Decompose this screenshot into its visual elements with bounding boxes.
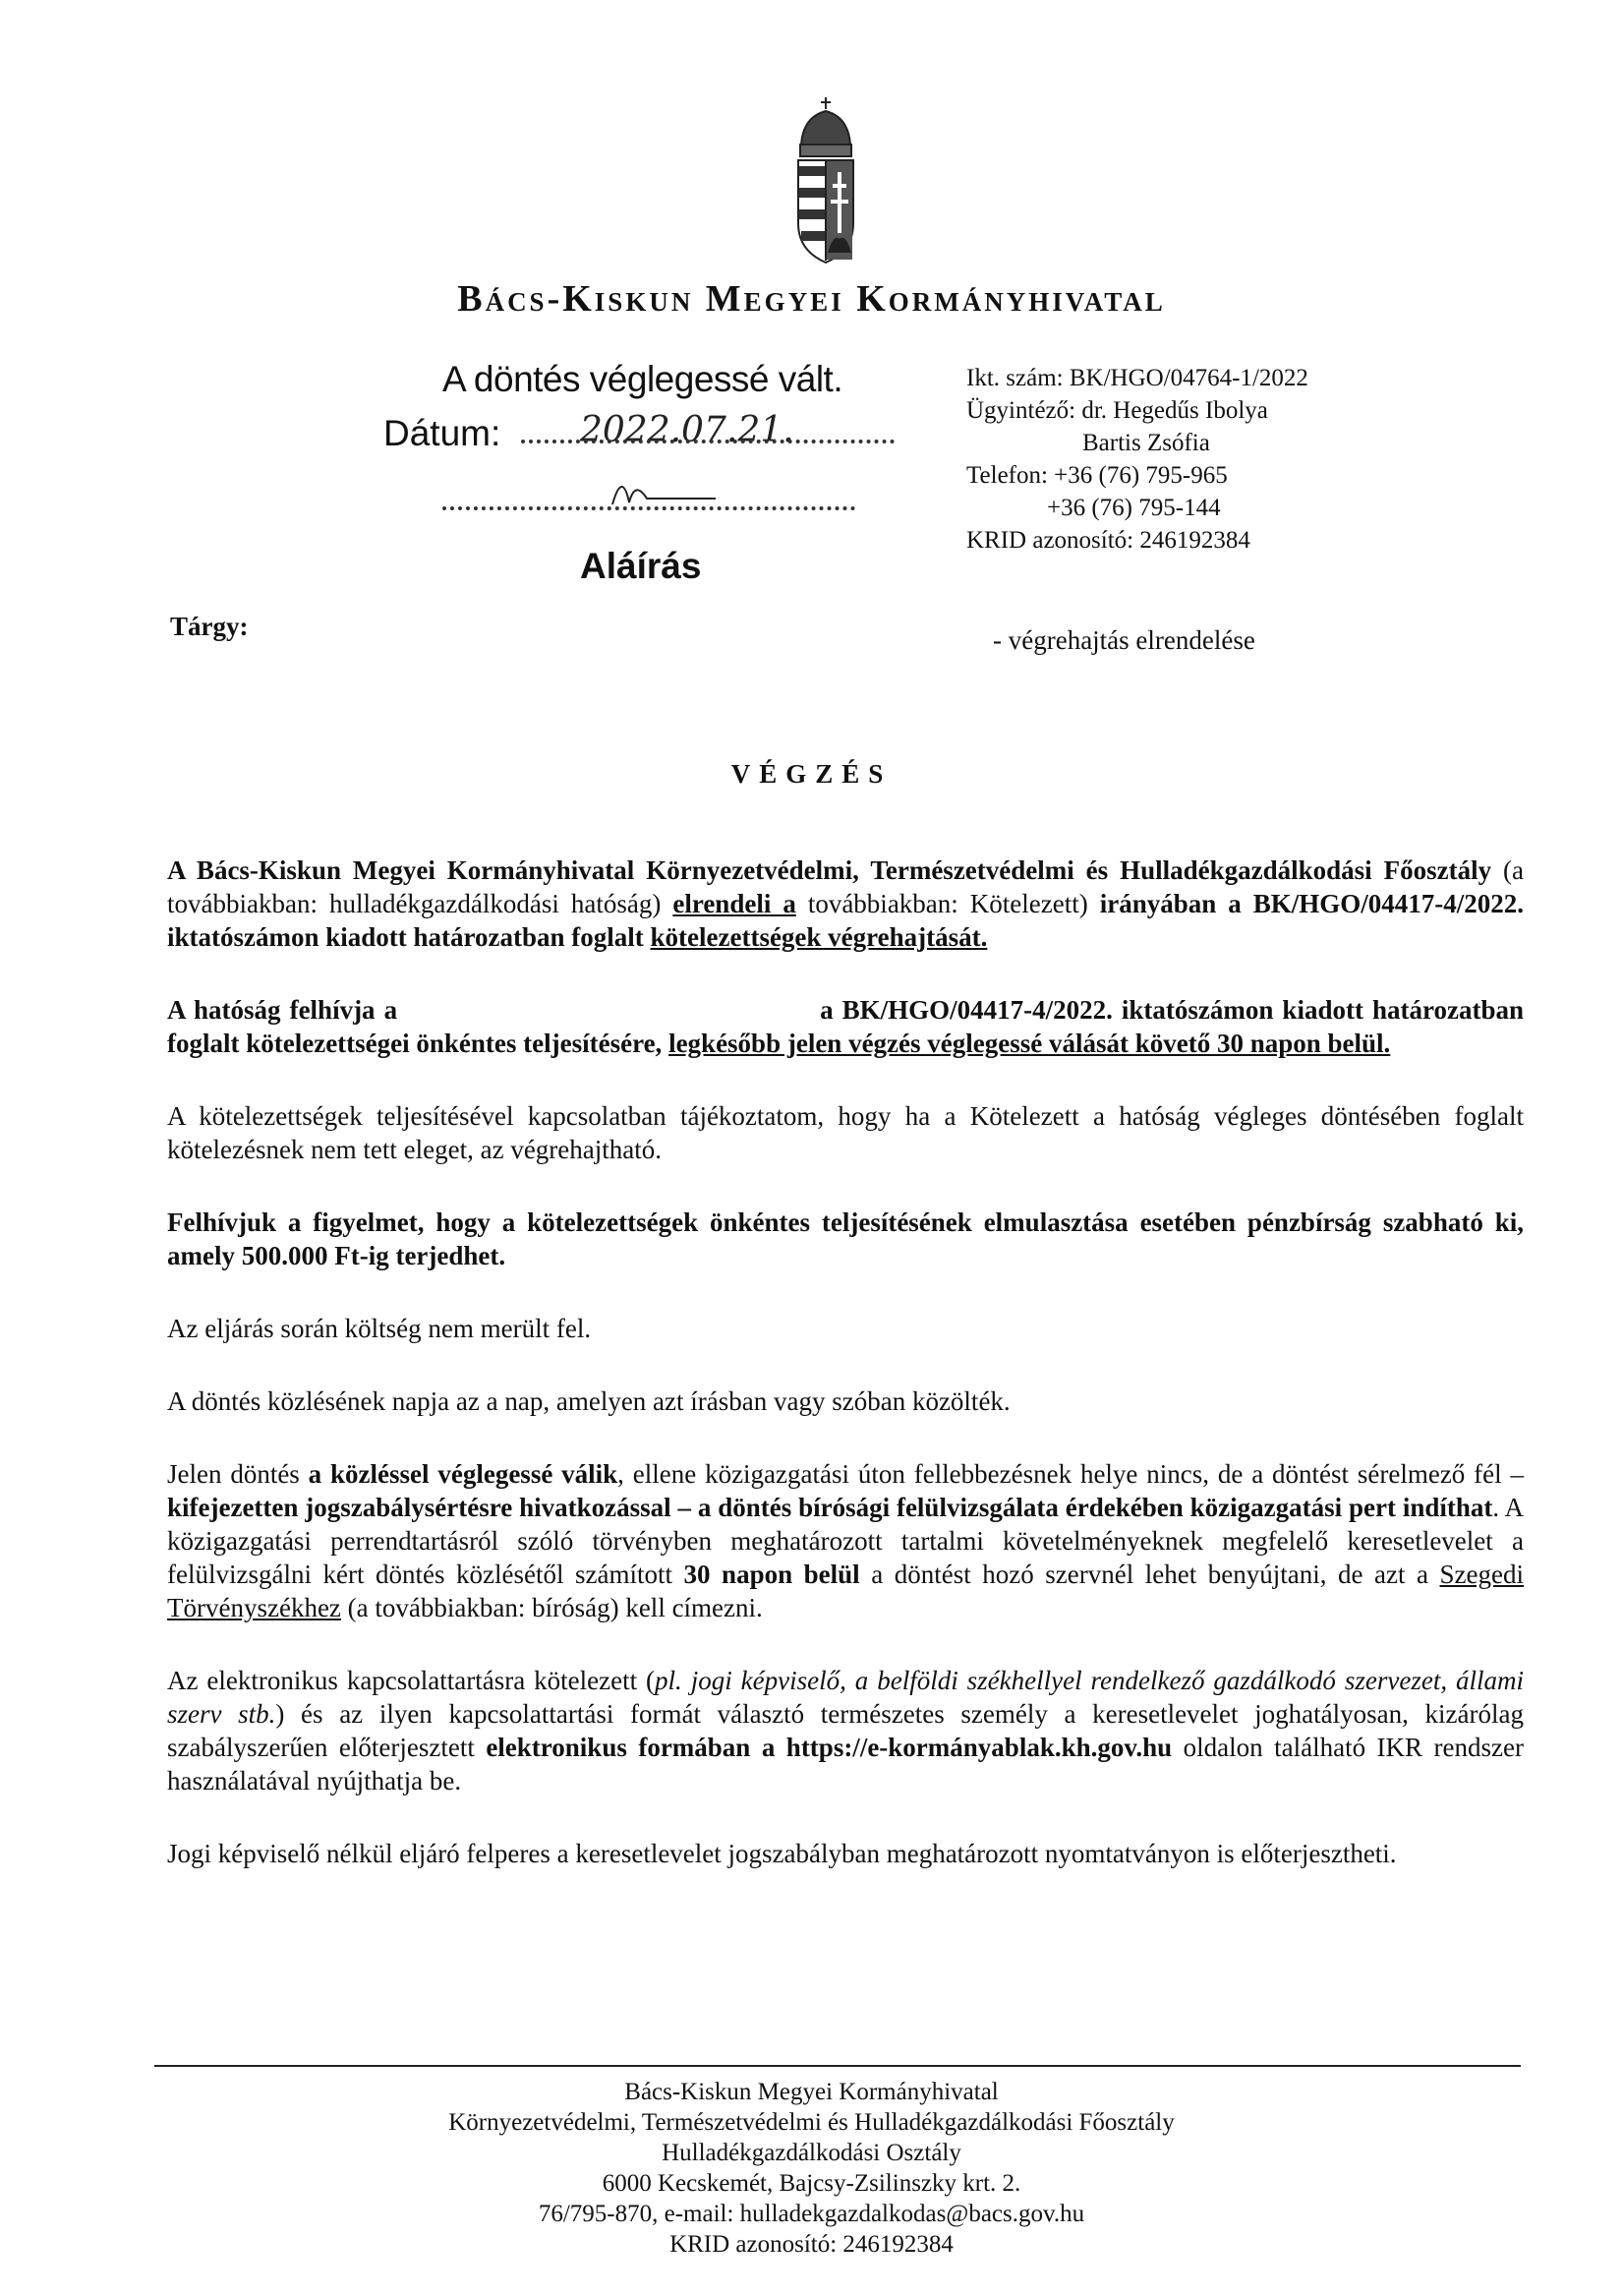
phone-secondary: +36 (76) 795-144 <box>1047 495 1221 521</box>
remedy-text-6: 30 napon belül <box>683 1560 860 1589</box>
phone-primary: Telefon: +36 (76) 795-965 <box>966 462 1228 489</box>
order-text-2: továbbiakban: Kötelezett) <box>795 889 1100 918</box>
remedy-text-8: (a továbbiakban: bíróság) kell címezni. <box>340 1593 763 1622</box>
document-title: VÉGZÉS <box>730 759 893 789</box>
paragraph-order <box>167 854 1524 954</box>
stamp-date-label: Dátum: <box>383 413 501 453</box>
subject-label: Tárgy: <box>170 612 249 641</box>
remedy-text-4: kifejezetten jogszabálysértésre hivatkozással – a döntés bírósági felülvizsgálata érdekében közigazgatási pert indíthat <box>167 1493 1493 1522</box>
order-verb: elrendeli a <box>672 889 796 918</box>
fine-warning-text: Felhívjuk a figyelmet, hogy a kötelezettségek önkéntes teljesítésének elmulasztása esetében pénzbírság szabható ki, amely 500.000 Ft-ig terjedhet. <box>167 1207 1524 1270</box>
electronic-text-1: Az elektronikus kapcsolattartásra kötelezett ( <box>167 1666 656 1695</box>
remedy-text-7: a döntést hozó szervnél lehet benyújtani, de azt a <box>859 1560 1440 1589</box>
request-deadline: legkésőbb jelen végzés véglegessé válását követő 30 napon belül. <box>668 1029 1391 1058</box>
stamp-signature-dots <box>442 506 855 510</box>
footer-line-6: KRID azonosító: 246192384 <box>669 2231 954 2258</box>
order-subject: kötelezettségek végrehajtását. <box>650 922 988 952</box>
stamp-date-dots <box>521 440 895 443</box>
footer-divider <box>154 2065 1521 2067</box>
paragraph-fine-warning <box>167 1206 1524 1272</box>
order-text-1: (a továbbiakban: hulladékgazdálkodási hatóság) <box>167 855 1524 918</box>
footer-line-1: Bács-Kiskun Megyei Kormányhivatal <box>624 2079 999 2105</box>
remedy-text-1: Jelen döntés <box>167 1459 309 1489</box>
court-name: Szegedi Törvényszékhez <box>167 1560 1525 1622</box>
finality-stamp <box>374 349 924 595</box>
order-issuer: A Bács-Kiskun Megyei Kormányhivatal Környezetvédelmi, Természetvédelmi és Hulladékgazdálkodási Főosztály <box>167 855 1492 885</box>
organization-title: Bács-Kiskun Megyei Kormányhivatal <box>457 278 1166 320</box>
officer-secondary: Bartis Zsófia <box>1082 430 1210 456</box>
electronic-text-5: oldalon található IKR rendszer használatával nyújthatja be. <box>167 1733 1524 1796</box>
remedy-text-5: . A közigazgatási perrendtartásról szóló törvényben meghatározott tartalmi követelményeknek megfelelő keresetlevelet a felülvizsgálni kért döntés közlésétől számított <box>167 1493 1524 1589</box>
paragraph-electronic <box>167 1664 1524 1797</box>
order-text-3: irányában a BK/HGO/04417-4/2022. iktatószámon kiadott határozatban foglalt <box>167 889 1525 952</box>
coat-of-arms-icon <box>791 95 860 267</box>
footer-line-4: 6000 Kecskemét, Bajcsy-Zsilinszky krt. 2. <box>602 2170 1021 2197</box>
paragraph-request <box>167 993 1524 1060</box>
remedy-text-3: , ellene közigazgatási úton fellebbezésnek helye nincs, de a döntést sérelmező fél – <box>617 1459 1524 1489</box>
subject-value: - végrehajtás elrendelése <box>993 625 1255 655</box>
paragraph-no-representative: Jogi képviselő nélkül eljáró felperes a keresetlevelet jogszabályban meghatározott nyomtatványon is előterjesztheti. <box>167 1839 1397 1868</box>
stamp-final-text: A döntés véglegessé vált. <box>442 359 843 399</box>
paragraph-info: A kötelezettségek teljesítésével kapcsolatban tájékoztatom, hogy ha a Kötelezett a hatóság végleges döntésében foglalt kötelezésnek nem tett eleget, az végrehajtható. <box>167 1101 1524 1164</box>
request-text-1: A hatóság felhívja a <box>167 995 398 1025</box>
case-number: Ikt. szám: BK/HGO/04764-1/2022 <box>966 365 1308 391</box>
stamp-date-value: 2022.07.21. <box>580 410 794 450</box>
paragraph-notice-date: A döntés közlésének napja az a nap, amelyen azt írásban vagy szóban közölték. <box>167 1386 1011 1416</box>
paragraph-costs: Az eljárás során költség nem merült fel. <box>167 1314 592 1343</box>
footer <box>0 2077 1623 2260</box>
electronic-text-3: ) és az ilyen kapcsolattartási formát választó természetes személy a keresetlevelet joghatályosan, kizárólag szabályszerűen előterjesztett <box>167 1699 1524 1762</box>
footer-line-3: Hulladékgazdálkodási Osztály <box>662 2140 961 2166</box>
electronic-text-2: pl. jogi képviselő, a belföldi székhellyel rendelkező gazdálkodó szervezet, állami szerv stb. <box>167 1666 1525 1729</box>
stamp-signature-label: Aláírás <box>580 546 702 586</box>
electronic-text-4: elektronikus formában a https://e-kormányablak.kh.gov.hu <box>486 1733 1173 1762</box>
request-text-2: a BK/HGO/04417-4/2022. iktatószámon kiadott határozatban foglalt kötelezettségei önkéntes teljesítésére, <box>167 995 1524 1058</box>
footer-line-2: Környezetvédelmi, Természetvédelmi és Hulladékgazdálkodási Főosztály <box>448 2109 1175 2136</box>
case-metadata <box>966 362 1308 557</box>
document-body <box>167 854 1524 1910</box>
remedy-text-2: a közléssel véglegessé válik <box>308 1459 618 1489</box>
footer-line-5: 76/795-870, e-mail: hulladekgazdalkodas@bacs.gov.hu <box>538 2201 1085 2227</box>
officer-primary: Ügyintéző: dr. Hegedűs Ibolya <box>966 397 1268 424</box>
paragraph-remedy <box>167 1457 1524 1624</box>
krid-id: KRID azonosító: 246192384 <box>966 527 1250 554</box>
